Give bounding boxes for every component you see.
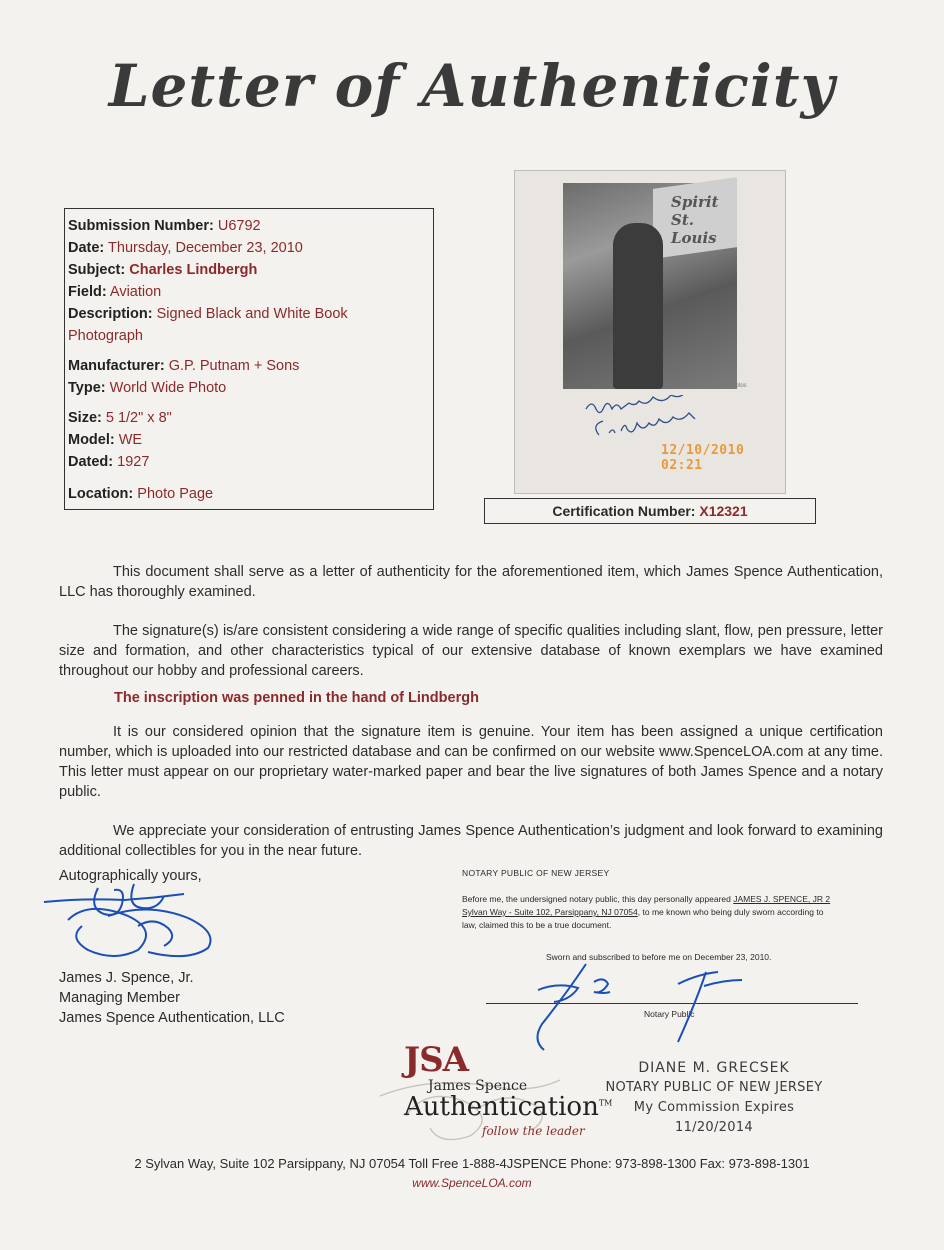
detail-model: Model: WE [68,432,143,448]
pilot-figure [613,223,663,389]
logo-tagline: follow the leader [482,1124,585,1138]
notary-stamp-name: DIANE M. GRECSEK [638,1060,790,1076]
date-stamp: 12/10/2010 02:21 [661,443,745,473]
footer-website: www.SpenceLOA.com [412,1176,532,1190]
logo-mark: JSA [404,1040,469,1080]
logo-name: Authentication™ [404,1092,613,1122]
notary-stamp [604,1058,824,1138]
detail-size: Size: 5 1/2" x 8" [68,410,172,426]
logo-subtitle: James Spence [428,1078,528,1094]
detail-dated: Dated: 1927 [68,454,150,470]
footer-address: 2 Sylvan Way, Suite 102 Parsippany, NJ 07054 Toll Free 1-888-4JSPENCE Phone: 973-898-1300 Fax: 973-898-1301 [134,1156,810,1171]
paragraph-opinion: It is our considered opinion that the signature item is genuine. Your item has been assigned a unique certification number, which is uploaded into our restricted database and can be confirmed on our website www.SpenceLOA.com at any time. This letter must appear on our proprietary water-marked paper and bear the live signatures of both James Spence and a notary public. [59,724,883,800]
page-title: Letter of Authenticity [108,52,836,120]
detail-description: Description: Signed Black and White Book Photograph [68,306,348,344]
detail-submission-number: Submission Number: U6792 [68,218,261,234]
photo-image [563,183,737,389]
paragraph-analysis: The signature(s) is/are consistent considering a wide range of specific qualities including slant, flow, pen pressure, letter size and formation, and other characteristics typical of our extensive database of known exemplars we have examined throughout our hobby and professional careers. [59,623,883,679]
notary-signature [528,960,768,1052]
plane-lettering: Spirit St. Louis [671,193,719,247]
spence-signature [38,880,233,960]
notary-heading: NOTARY PUBLIC OF NEW JERSEY [462,868,610,878]
notary-line-label: Notary Public [644,1009,695,1019]
signer-block [59,968,285,1028]
notary-stamp-title: NOTARY PUBLIC OF NEW JERSEY [605,1080,823,1095]
photo-credit: ©Wide World Photos [691,383,747,389]
inscription-signature [581,395,731,445]
signer-name: James J. Spence, Jr. [59,970,194,986]
detail-location: Location: Photo Page [68,486,214,502]
detail-type: Type: World Wide Photo [68,380,227,396]
detail-subject: Subject: Charles Lindbergh [68,262,258,278]
signer-company: James Spence Authentication, LLC [59,1010,285,1026]
certification-number-box: Certification Number: X12321 [484,498,816,524]
closing-salutation: Autographically yours, [59,868,202,884]
detail-manufacturer: Manufacturer: G.P. Putnam + Sons [68,358,300,374]
notary-statement: Before me, the undersigned notary public, this day personally appeared JAMES J. SPENCE, JR 2 Sylvan Way - Suite 102, Parsippany, NJ 07054, to me known who being duly sworn according to law, claimed this to be a true document. [462,894,831,930]
detail-date: Date: Thursday, December 23, 2010 [68,240,303,256]
jsa-logo [376,1040,613,1150]
item-photo [514,170,786,494]
notary-stamp-expiry: My Commission Expires 11/20/2014 [633,1100,795,1135]
finding-statement: The inscription was penned in the hand of Lindbergh [114,690,479,706]
detail-field: Field: Aviation [68,284,162,300]
sworn-statement: Sworn and subscribed to before me on December 23, 2010. [546,952,772,962]
paragraph-purpose: This document shall serve as a letter of authenticity for the aforementioned item, which James Spence Authentication, LLC has thoroughly examined. [59,564,883,600]
signer-role: Managing Member [59,990,180,1006]
paragraph-appreciation: We appreciate your consideration of entrusting James Spence Authentication’s judgment and look forward to examining additional collectibles for you in the near future. [59,823,883,859]
item-details-box [64,208,434,510]
